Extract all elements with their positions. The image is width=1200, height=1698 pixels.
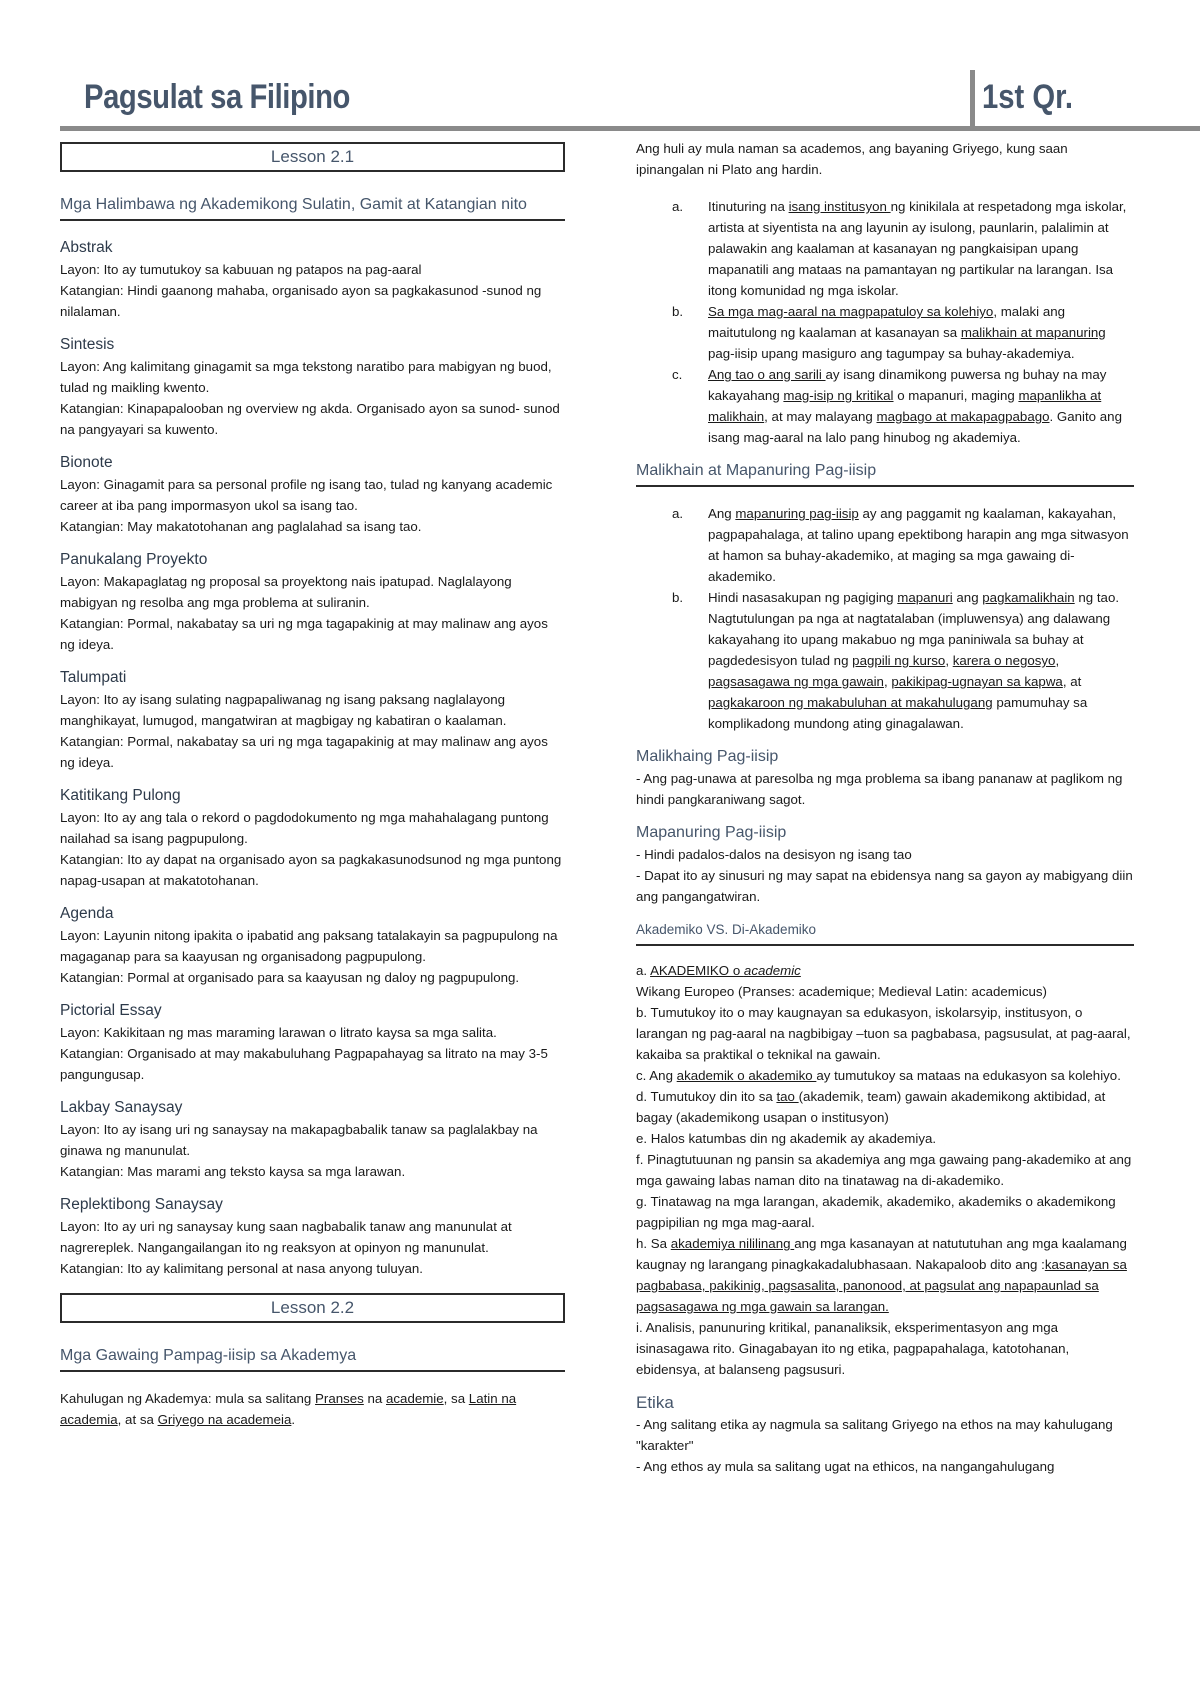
etika-line: - Ang salitang etika ay nagmula sa salitang Griyego na ethos na may kahulugang "karakter" — [636, 1417, 1113, 1453]
list-text-underlined: mapanuring pag-iisip — [735, 506, 859, 521]
sulatin-title: Bionote — [60, 454, 113, 471]
kahulugan-pranses: Pranses — [315, 1391, 364, 1406]
list-text: ay ang paggamit ng kaalaman, kakayahan, pagpapahalaga, at talino upang epektibong harapin ang mga sitwasyon at hamon sa buhay-akademiko, at maging sa mga gawaing di- akademiko. — [708, 506, 1129, 584]
list-marker: b. — [672, 304, 684, 319]
sulatin-item — [60, 785, 565, 891]
list-text: , at may malayang — [764, 409, 877, 424]
akademiko-term: akademik o akademiko — [676, 1068, 817, 1083]
akademiko-text: d. Tumutukoy din ito sa — [636, 1089, 777, 1104]
sulatin-item — [60, 903, 565, 988]
list-text: pag-iisip upang masiguro ang tagumpay sa buhay-akademiya. — [708, 346, 1075, 361]
header-rule — [60, 126, 1200, 131]
header-separator — [970, 70, 975, 128]
sulatin-line: Layon: Makapaglatag ng proposal sa proyektong nais ipatupad. Naglalayong mabigyan ng resolba ang mga problema at suliranin. — [60, 574, 512, 610]
list-text-underlined: mapanuri — [897, 590, 953, 605]
sulatin-title: Panukalang Proyekto — [60, 551, 208, 568]
kahulugan-paragraph — [60, 1388, 565, 1430]
list-text-underlined: pagkamalikhain — [982, 590, 1075, 605]
sulatin-title: Sintesis — [60, 336, 115, 353]
list-text: Hindi nasasakupan ng pagiging — [708, 590, 898, 605]
sulatin-line: Katangian: Pormal at organisado para sa kaayusan ng daloy ng pagpupulong. — [60, 970, 520, 985]
akademiko-i: i. Analisis, panunuring kritikal, pananaliksik, eksperimentasyon ang mga isinasagawa rito. Ginagabayan ito ng etika, pagpapahalaga, katotohanan, ebidensya, at balanseng pagsusuri. — [636, 1320, 1070, 1377]
akademiko-text: c. Ang — [636, 1068, 677, 1083]
akademiko-text: ang mga kasanayan at natututuhan ang mga kaalamang kaugnay ng larangang pinagkakadalubhasaan. Nakapaloob dito ang : — [636, 1236, 1127, 1272]
kahulugan-text: , sa — [443, 1391, 469, 1406]
kahulugan-text: na — [363, 1391, 386, 1406]
list-text: , at — [1062, 674, 1082, 689]
list-text-underlined: isang institusyon — [788, 199, 891, 214]
list-item — [636, 301, 1134, 364]
sulatin-line: Layon: Ito ay uri ng sanaysay kung saan nagbabalik tanaw ang manunulat at nagrereplek. Nangangailangan ito ng reaksyon at opinyon ng manunulat. — [60, 1219, 512, 1255]
list-text-underlined: magbago at makapagpabago — [876, 409, 1050, 424]
akademiko-d — [636, 1086, 1134, 1128]
lesson-box-2-1: Lesson 2.1 — [60, 142, 565, 172]
sulatin-item — [60, 1194, 565, 1279]
akademiko-term: AKADEMIKO o — [650, 963, 744, 978]
sulatin-line: Katangian: Pormal, nakabatay sa uri ng mga tagapakinig at may malinaw ang ayos ng ideya. — [60, 734, 548, 770]
list-text: ay isang dinamikong puwersa ng buhay na may kakayahang — [708, 367, 1107, 403]
list-text: . Ganito ang isang mag-aaral na lalo pang hinubog ng akademiya. — [708, 409, 1122, 445]
akademiko-b: b. Tumutukoy ito o may kaugnayan sa edukasyon, iskolarsyip, institusyon, o larangan ng pag-aaral na nagbibigay –tuon sa pagbabasa, pagsusulat, at pag-aaral, kakaiba sa praktikal o teknikal na gawain. — [636, 1005, 1131, 1062]
sulatin-title: Pictorial Essay — [60, 1002, 162, 1019]
heading-akademiko-vs: Akademiko VS. Di-Akademiko — [636, 919, 1134, 946]
sulatin-title: Abstrak — [60, 239, 113, 256]
document-title: Pagsulat sa Filipino — [84, 78, 350, 116]
list-text: ang — [952, 590, 983, 605]
malikhain-list — [636, 503, 1134, 734]
kahulugan-griyego: Griyego na academeia — [157, 1412, 292, 1427]
akademiko-h — [636, 1233, 1134, 1317]
kahulugan-latin: Latin na academia — [60, 1391, 517, 1427]
list-marker: b. — [672, 590, 684, 605]
lesson-box-2-2: Lesson 2.2 — [60, 1293, 565, 1323]
list-text-underlined: pakikipag-ugnayan sa kapwa — [891, 674, 1063, 689]
sulatin-line: Katangian: Hindi gaanong mahaba, organisado ayon sa pagkakasunod -sunod ng nilalaman. — [60, 283, 542, 319]
sulatin-line: Layon: Ito ay ang tala o rekord o pagdodokumento ng mga mahahalagang puntong nailahad sa isang pagpupulong. — [60, 810, 549, 846]
sulatin-line: Layon: Ito ay isang uri ng sanaysay na makapagbabalik tanaw sa paglalakbay na ginawa ng manunulat. — [60, 1122, 538, 1158]
sulatin-line: Katangian: Pormal, nakabatay sa uri ng mga tagapakinig at may malinaw ang ayos ng ideya. — [60, 616, 548, 652]
list-text-underlined: malikhain at mapanuring — [960, 325, 1106, 340]
sulatin-line: Katangian: Kinapapalooban ng overview ng akda. Organisado ayon sa sunod- sunod na pangyayari sa kuwento. — [60, 401, 560, 437]
sulatin-title: Agenda — [60, 905, 114, 922]
list-text-underlined: pagpili ng kurso — [852, 653, 946, 668]
sulatin-line: Layon: Layunin nitong ipakita o ipabatid ang paksang tatalakayin sa pagpupulong na magaganap para sa kaayusan ng organisadong pagpupulong. — [60, 928, 558, 964]
list-text: o mapanuri, maging — [893, 388, 1019, 403]
list-text: , — [1055, 653, 1060, 668]
kahulugan-text: . — [291, 1412, 296, 1427]
mapanuring-line: - Hindi padalos-dalos na desisyon ng isang tao — [636, 847, 912, 862]
sulatin-line: Katangian: May makatotohanan ang paglalahad sa isang tao. — [60, 519, 422, 534]
list-text: , — [883, 674, 892, 689]
etika-line: - Ang ethos ay mula sa salitang ugat na ethicos, na nangangahulugang — [636, 1459, 1055, 1474]
list-text-underlined: pagkakaroon ng makabuluhan at makahulugang — [708, 695, 993, 710]
akademiko-text: a. — [636, 963, 651, 978]
akademiko-wika: Wikang Europeo (Pranses: academique; Medieval Latin: academicus) — [636, 984, 1047, 999]
list-text: , — [945, 653, 953, 668]
sulatin-line: Layon: Ang kalimitang ginagamit sa mga tekstong naratibo para mabigyan ng buod, tulad ng maikling kwento. — [60, 359, 552, 395]
kahulugan-text: , at sa — [117, 1412, 158, 1427]
list-item — [636, 196, 1134, 301]
list-text: pamumuhay sa komplikadong mundong ating ginagalawan. — [708, 695, 1088, 731]
list-text: ng tao. Nagtutulungan pa nga at nagtatalaban (impluwensya) ang dalawang kakayahang ito upang makabuo ng mga paniniwala sa buhay at pagdedesisyon tulad ng — [708, 590, 1120, 668]
sulatin-title: Replektibong Sanaysay — [60, 1196, 223, 1213]
sulatin-item — [60, 334, 565, 440]
akademiko-f: f. Pinagtutuunan ng pansin sa akademiya ang mga gawaing pang-akademiko at ang mga gawaing labas naman dito na tinatawag na di-akademiko. — [636, 1152, 1132, 1188]
kahulugan-text: Kahulugan ng Akademya: mula sa salitang — [60, 1391, 316, 1406]
list-text-underlined: mapanlikha at malikhain — [708, 388, 1102, 424]
list-text-underlined: Sa mga mag-aaral na magpapatuloy sa kolehiyo — [708, 304, 994, 319]
malikhaing-line: - Ang pag-unawa at paresolba ng mga problema sa ibang pananaw at paglikom ng hindi pangkaraniwang sagot. — [636, 771, 1123, 807]
heading-malikhaing: Malikhaing Pag-iisip — [636, 748, 779, 765]
sulatin-title: Talumpati — [60, 669, 127, 686]
list-text-underlined: pagsasagawa ng mga gawain — [708, 674, 884, 689]
sulatin-line: Layon: Ito ay isang sulating nagpapaliwanag ng isang paksang naglalayong manghikayat, lumugod, mangatwiran at magbigay ng kabatiran o kaalaman. — [60, 692, 507, 728]
page-header — [0, 0, 1200, 140]
list-text: ng kinikilala at respetadong mga iskolar, artista at siyentista na ang layunin ay isulong, paunlarin, palalimin at palawakin ang kaalaman at kasanayan ng pangkaisipan upang mapanatili ang mataas na pamantayan ng partikular na larangan. Isa itong komunidad ng mga iskolar. — [708, 199, 1127, 298]
akademiko-text: ay tumutukoy sa mataas na edukasyon sa kolehiyo. — [816, 1068, 1121, 1083]
list-item — [636, 364, 1134, 448]
sulatin-line: Katangian: Ito ay dapat na organisado ayon sa pagkakasunodsunod ng mga puntong napag-usapan at makatotohanan. — [60, 852, 562, 888]
sulatin-line: Layon: Ginagamit para sa personal profile ng isang tao, tulad ng kanyang academic career at iba pang impormasyon ukol sa isang tao. — [60, 477, 553, 513]
akademiko-term: kasanayan sa pagbabasa, pakikinig, pagsasalita, panonood, at pagsulat ang napapaunlad sa pagsasagawa ng mga gawain sa larangan. — [636, 1257, 1127, 1314]
list-text: Ang — [708, 506, 736, 521]
akademiko-c — [636, 1065, 1134, 1086]
section-heading-malikhain: Malikhain at Mapanuring Pag-iisip — [636, 460, 1134, 487]
sulatin-item — [60, 667, 565, 773]
right-column — [636, 138, 1134, 1477]
kahulugan-academie: academie — [386, 1391, 444, 1406]
list-text-underlined: karera o negosyo — [952, 653, 1056, 668]
sulatin-item — [60, 237, 565, 322]
sulatin-item — [60, 452, 565, 537]
akademiko-term: tao — [776, 1089, 799, 1104]
intro-paragraph: Ang huli ay mula naman sa academos, ang bayaning Griyego, kung saan ipinangalan ni Plato ang hardin. — [636, 141, 1068, 177]
sulatin-item — [60, 549, 565, 655]
akademiko-e: e. Halos katumbas din ng akademik ay akademiya. — [636, 1131, 937, 1146]
sulatin-item — [60, 1000, 565, 1085]
heading-etika: Etika — [636, 1393, 674, 1412]
list-marker: a. — [672, 199, 684, 214]
akademiko-text: (akademik, team) gawain akademikong aktibidad, at bagay (akademikong usapan o institusyon) — [636, 1089, 1106, 1125]
list-marker: c. — [672, 367, 683, 382]
sulatin-line: Katangian: Mas marami ang teksto kaysa sa mga larawan. — [60, 1164, 406, 1179]
list-text-underlined: mag-isip ng kritikal — [783, 388, 894, 403]
sulatin-item — [60, 1097, 565, 1182]
list-item — [636, 503, 1134, 587]
sulatin-line: Katangian: Ito ay kalimitang personal at nasa anyong tuluyan. — [60, 1261, 423, 1276]
sulatin-title: Katitikang Pulong — [60, 787, 181, 804]
heading-mapanuring: Mapanuring Pag-iisip — [636, 824, 787, 841]
mapanuring-line: - Dapat ito ay sinusuri ng may sapat na ebidensya nang sa gayon ay mabigyang diin ang pangangatwiran. — [636, 868, 1133, 904]
akademiko-text: h. Sa — [636, 1236, 671, 1251]
quarter-label: 1st Qr. — [982, 78, 1074, 116]
akademiko-g: g. Tinatawag na mga larangan, akademik, akademiko, akademiks o akademikong pagpipilian ng mga mag-aaral. — [636, 1194, 1116, 1230]
akademiko-term-italic: academic — [743, 963, 801, 978]
akademiko-term: akademiya nililinang — [670, 1236, 795, 1251]
sulatin-line: Katangian: Organisado at may makabuluhang Pagpapahayag sa litrato na may 3-5 pangungusap. — [60, 1046, 548, 1082]
list-text: , malaki ang maitutulong ng kaalaman at kasanayan sa — [708, 304, 1066, 340]
list-text-underlined: Ang tao o ang sarili — [708, 367, 826, 382]
list-item — [636, 587, 1134, 734]
section-heading-halimbawa: Mga Halimbawa ng Akademikong Sulatin, Gamit at Katangian nito — [60, 194, 565, 221]
sulatin-list — [60, 237, 565, 1279]
list-text: Itinuturing na — [708, 199, 789, 214]
left-column — [60, 138, 565, 1430]
sulatin-line: Layon: Kakikitaan ng mas maraming larawan o litrato kaysa sa mga salita. — [60, 1025, 497, 1040]
sulatin-line: Layon: Ito ay tumutukoy sa kabuuan ng patapos na pag-aaral — [60, 262, 422, 277]
sulatin-title: Lakbay Sanaysay — [60, 1099, 183, 1116]
section-heading-gawaing: Mga Gawaing Pampag-iisip sa Akademya — [60, 1345, 565, 1372]
akademiko-a — [636, 960, 1134, 981]
akademya-list — [636, 196, 1134, 448]
list-marker: a. — [672, 506, 684, 521]
